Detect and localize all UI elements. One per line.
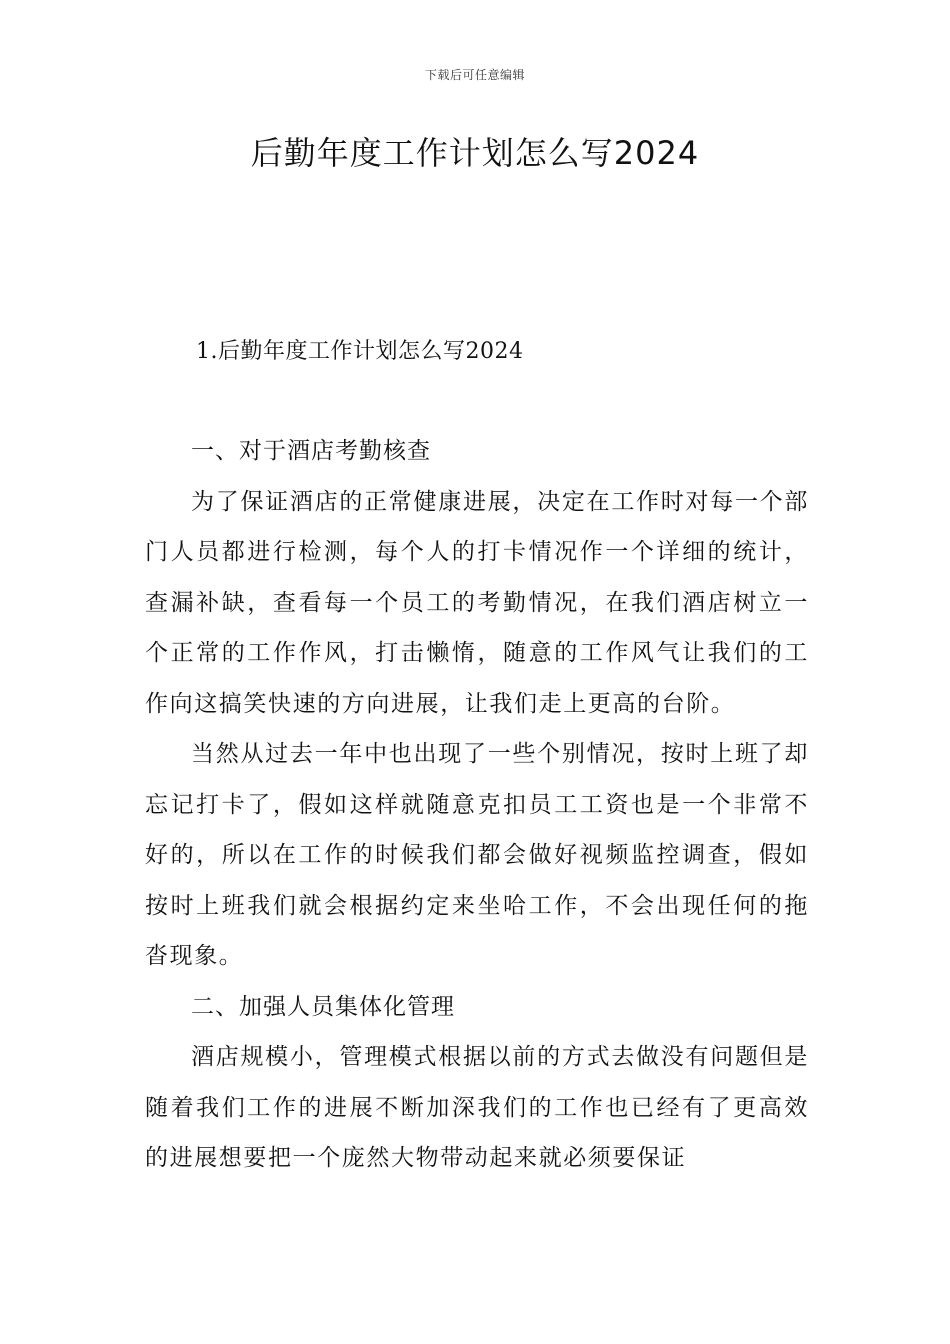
document-title: 后勤年度工作计划怎么写2024 (250, 134, 700, 172)
subheading-staff-management: 二、加强人员集体化管理 (191, 993, 455, 1020)
paragraph-attendance-issues: 当然从过去一年中也出现了一些个别情况，按时上班了却忘记打卡了，假如这样就随意克扣员工工资也是一个非常不好的，所以在工作的时候我们都会做好视频监控调查，假如按时上班我们就会根据约定来坐哈工作，不会出现任何的拖沓现象。 (145, 741, 809, 969)
header-note: 下载后可任意编辑 (424, 68, 525, 82)
document-body (145, 426, 809, 1184)
paragraph-staff-management: 酒店规模小，管理模式根据以前的方式去做没有问题但是随着我们工作的进展不断加深我们的工作也已经有了更高效的进展想要把一个庞然大物带动起来就必须要保证 (145, 1044, 809, 1171)
paragraph-attendance-purpose: 为了保证酒店的正常健康进展，决定在工作时对每一个部门人员都进行检测，每个人的打卡情况作一个详细的统计，查漏补缺，查看每一个员工的考勤情况，在我们酒店树立一个正常的工作作风，打击懒惰，随意的工作风气让我们的工作向这搞笑快速的方向进展，让我们走上更高的台阶。 (145, 488, 809, 717)
subheading-attendance: 一、对于酒店考勤核查 (191, 438, 431, 464)
section-heading: 1.后勤年度工作计划怎么写2024 (196, 339, 524, 364)
